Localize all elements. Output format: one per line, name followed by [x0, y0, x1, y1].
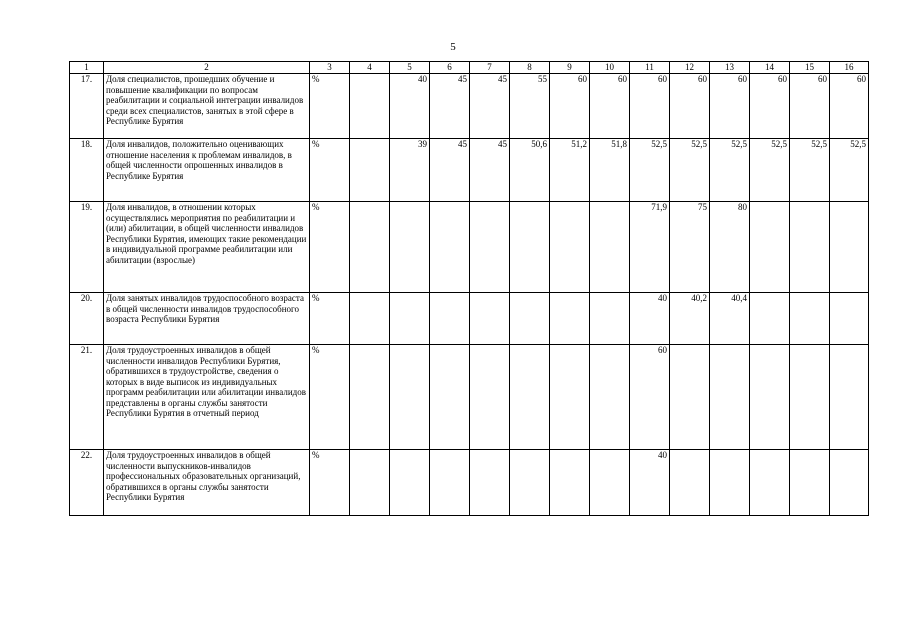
value-cell	[710, 450, 750, 516]
value-cell	[750, 345, 790, 450]
column-number-row	[70, 62, 869, 74]
table-row	[70, 345, 869, 450]
table-row	[70, 450, 869, 516]
value-cell	[670, 345, 710, 450]
table-row	[70, 74, 869, 139]
row-number: 17.	[70, 74, 104, 139]
value-cell: 40,2	[670, 293, 710, 345]
column-header: 13	[710, 62, 750, 74]
value-cell: 60	[630, 345, 670, 450]
value-cell: 52,5	[750, 139, 790, 202]
value-cell	[750, 293, 790, 345]
indicator-name: Доля специалистов, прошедших обучение и повышение квалификации по вопросам реабилитации и социальной интеграции инвалидов среди всех специалистов, занятых в этой сфере в Республике Бурятия	[104, 74, 310, 139]
column-header: 3	[310, 62, 350, 74]
value-cell: 55	[510, 74, 550, 139]
value-cell: 52,5	[790, 139, 830, 202]
value-cell: 51,8	[590, 139, 630, 202]
table-row	[70, 202, 869, 293]
column-header: 6	[430, 62, 470, 74]
value-cell	[830, 450, 869, 516]
value-cell: 52,5	[670, 139, 710, 202]
value-cell	[590, 202, 630, 293]
value-cell	[350, 202, 390, 293]
value-cell	[830, 293, 869, 345]
value-cell	[790, 293, 830, 345]
value-cell	[550, 202, 590, 293]
value-cell: 50,6	[510, 139, 550, 202]
value-cell	[350, 345, 390, 450]
value-cell	[510, 293, 550, 345]
value-cell	[590, 345, 630, 450]
row-number: 19.	[70, 202, 104, 293]
row-number: 22.	[70, 450, 104, 516]
value-cell	[470, 345, 510, 450]
value-cell	[390, 293, 430, 345]
unit-cell: %	[310, 345, 350, 450]
value-cell: 60	[590, 74, 630, 139]
column-header: 16	[830, 62, 869, 74]
value-cell	[750, 450, 790, 516]
column-header: 5	[390, 62, 430, 74]
column-header: 11	[630, 62, 670, 74]
value-cell	[430, 202, 470, 293]
value-cell: 60	[630, 74, 670, 139]
value-cell: 39	[390, 139, 430, 202]
table-row	[70, 293, 869, 345]
indicator-name: Доля трудоустроенных инвалидов в общей численности инвалидов Республики Бурятия, обратившихся в трудоустройстве, сведения о которых в виде выписок из индивидуальных программ реабилитации или абилитации инвалидов представлены в органы службы занятости Республики Бурятия в отчетный период	[104, 345, 310, 450]
value-cell	[750, 202, 790, 293]
value-cell	[470, 202, 510, 293]
indicator-name: Доля трудоустроенных инвалидов в общей численности выпускников-инвалидов профессиональных образовательных организаций, обратившихся в органы службы занятости Республики Бурятия	[104, 450, 310, 516]
value-cell	[470, 450, 510, 516]
row-number: 18.	[70, 139, 104, 202]
column-header: 8	[510, 62, 550, 74]
value-cell: 40	[630, 450, 670, 516]
row-number: 20.	[70, 293, 104, 345]
value-cell	[350, 293, 390, 345]
value-cell	[790, 450, 830, 516]
value-cell	[550, 293, 590, 345]
value-cell	[510, 202, 550, 293]
value-cell: 45	[430, 74, 470, 139]
value-cell: 45	[470, 74, 510, 139]
value-cell	[550, 345, 590, 450]
value-cell	[510, 345, 550, 450]
value-cell	[590, 293, 630, 345]
value-cell: 60	[670, 74, 710, 139]
value-cell: 52,5	[710, 139, 750, 202]
unit-cell: %	[310, 293, 350, 345]
value-cell	[590, 450, 630, 516]
page-number: 5	[450, 41, 456, 53]
value-cell: 45	[430, 139, 470, 202]
value-cell	[430, 450, 470, 516]
indicator-name: Доля занятых инвалидов трудоспособного возраста в общей численности инвалидов трудоспособного возраста Республики Бурятия	[104, 293, 310, 345]
column-header: 2	[104, 62, 310, 74]
value-cell	[430, 345, 470, 450]
value-cell	[710, 345, 750, 450]
value-cell	[350, 139, 390, 202]
value-cell	[390, 450, 430, 516]
value-cell: 40,4	[710, 293, 750, 345]
unit-cell: %	[310, 139, 350, 202]
value-cell: 60	[550, 74, 590, 139]
indicator-name: Доля инвалидов, положительно оценивающих отношение населения к проблемам инвалидов, в общей численности опрошенных инвалидов в Республике Бурятия	[104, 139, 310, 202]
row-number: 21.	[70, 345, 104, 450]
column-header: 14	[750, 62, 790, 74]
value-cell	[390, 202, 430, 293]
column-header: 9	[550, 62, 590, 74]
value-cell	[550, 450, 590, 516]
value-cell: 75	[670, 202, 710, 293]
value-cell	[510, 450, 550, 516]
value-cell: 51,2	[550, 139, 590, 202]
unit-cell: %	[310, 74, 350, 139]
value-cell	[830, 345, 869, 450]
value-cell	[470, 293, 510, 345]
value-cell	[390, 345, 430, 450]
value-cell	[670, 450, 710, 516]
value-cell: 60	[830, 74, 869, 139]
column-header: 12	[670, 62, 710, 74]
value-cell: 60	[750, 74, 790, 139]
column-header: 4	[350, 62, 390, 74]
column-header: 1	[70, 62, 104, 74]
table-row	[70, 139, 869, 202]
value-cell	[350, 74, 390, 139]
column-header: 10	[590, 62, 630, 74]
value-cell	[790, 345, 830, 450]
value-cell: 80	[710, 202, 750, 293]
value-cell: 71,9	[630, 202, 670, 293]
value-cell	[350, 450, 390, 516]
column-header: 7	[470, 62, 510, 74]
indicator-name: Доля инвалидов, в отношении которых осуществлялись мероприятия по реабилитации и (или) абилитации, в общей численности инвалидов Республики Бурятия, имеющих такие рекомендации в индивидуальной программе реабилитации или абилитации (взрослые)	[104, 202, 310, 293]
value-cell: 52,5	[630, 139, 670, 202]
unit-cell: %	[310, 450, 350, 516]
value-cell: 40	[390, 74, 430, 139]
indicator-table	[69, 61, 869, 516]
value-cell: 45	[470, 139, 510, 202]
value-cell	[790, 202, 830, 293]
column-header: 15	[790, 62, 830, 74]
value-cell: 60	[790, 74, 830, 139]
value-cell: 40	[630, 293, 670, 345]
unit-cell: %	[310, 202, 350, 293]
value-cell: 52,5	[830, 139, 869, 202]
value-cell	[830, 202, 869, 293]
value-cell	[430, 293, 470, 345]
value-cell: 60	[710, 74, 750, 139]
